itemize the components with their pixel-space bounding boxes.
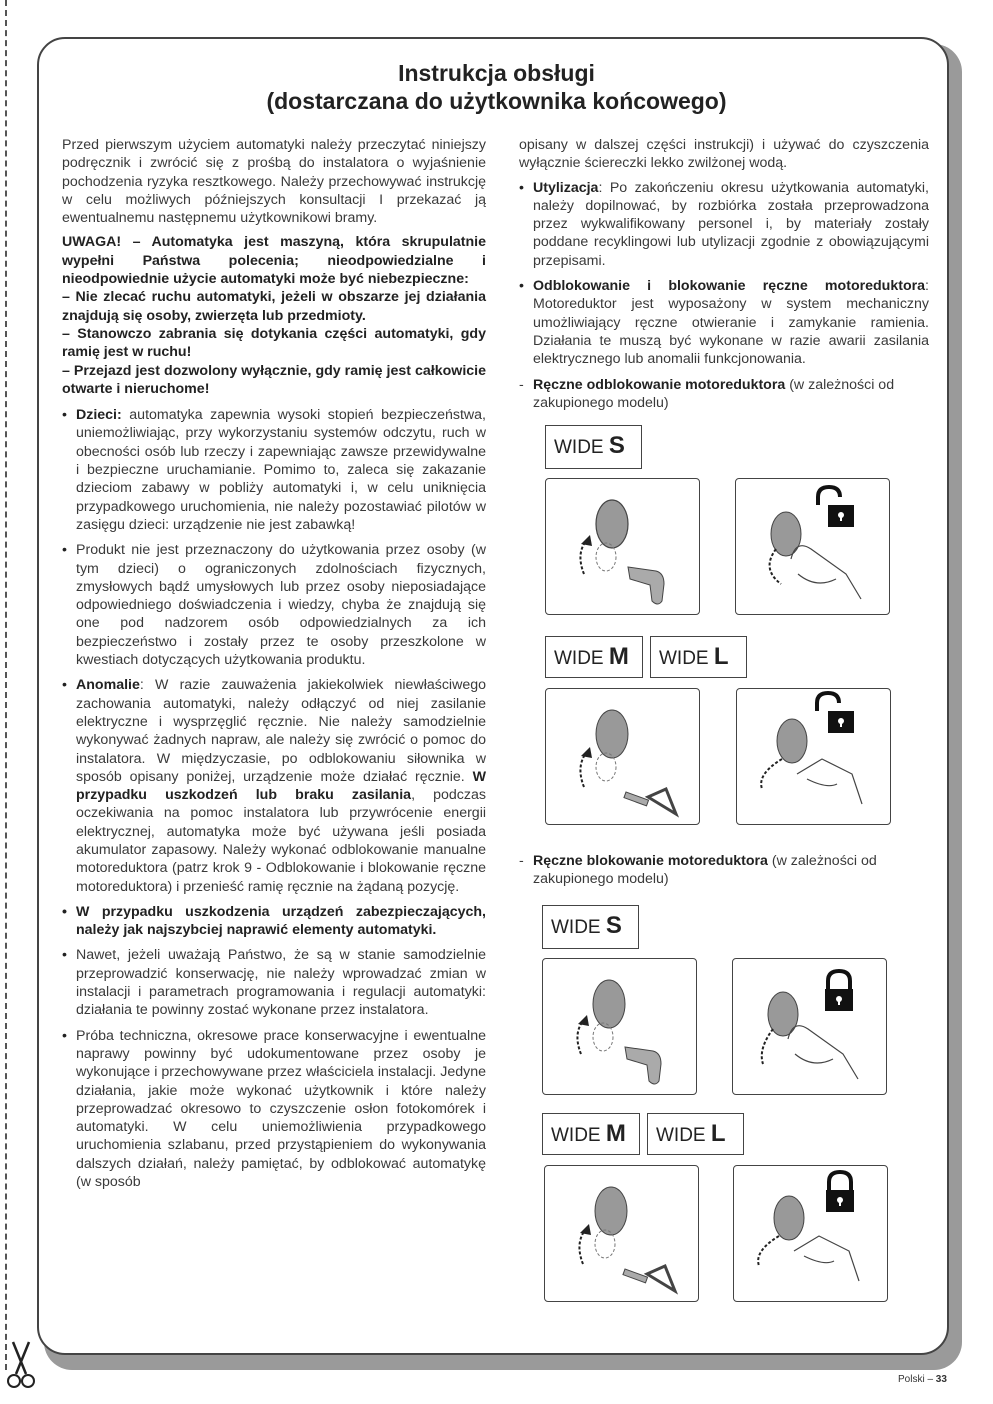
bullet-children (62, 406, 486, 534)
bullet-manual-release (519, 277, 929, 368)
dash-text: (w zależności od zakupionego modelu) (533, 376, 895, 411)
label-wide-text: WIDE (551, 1125, 601, 1146)
figure-hand-triangular-key (733, 1165, 888, 1302)
label-wide-text: WIDE (656, 1125, 706, 1146)
bullet-heading: Odblokowanie i blokowanie ręczne motoreduktora (533, 278, 926, 295)
scissors-icon (4, 1338, 38, 1390)
label-wide-text: WIDE (554, 437, 604, 458)
bullet-heading: Dzieci: (76, 407, 122, 424)
page-number: 33 (935, 1374, 947, 1385)
bullet-text: : Po zakończeniu okresu użytkowania automatyki, należy dopilnować, by rozbiórka została przeprowadzona przez wykwalifikowany personel i, by materiały zostały poddane recyklingowi lub utylizacji zgodnie z obowiązującymi przepisami. (533, 179, 929, 269)
warning-text: – Stanowczo zabrania się dotykania części automatyki, gdy ramię jest w ruchu! (62, 325, 486, 361)
bullet-text: Produkt nie jest przeznaczony do użytkowania przez osoby (w tym dzieci) o ograniczonych zdolnościach fizycznych, zmysłowych bądź umysłowych lub przez osoby nieposiadające odpowiedniego doświadczenia i wiedzy, chyba że znajdują się one pod nadzorem osób odpowiedzialnych za ich bezpieczeństwo i zostały przez te osoby przeszkolone w kwestiach dotyczących użytkowania produktu. (76, 542, 486, 669)
warning-block (62, 233, 486, 398)
bullet-bold-text: W przypadku uszkodzeń lub braku zasilania (76, 768, 486, 804)
warning-text: – Nie zlecać ruchu automatyki, jeżeli w obszarze jej działania znajdują się osoby, zwierzęta lub przedmioty. (62, 289, 486, 324)
label-wide-text: WIDE (659, 648, 709, 669)
manual-lock-heading-block (519, 852, 929, 896)
bullet-maintenance (62, 946, 486, 1019)
label-size-letter: M (605, 1120, 626, 1147)
right-column (519, 136, 929, 419)
dash-heading: Ręczne odblokowanie motoreduktora (533, 376, 786, 393)
figure-triangular-key (544, 1165, 699, 1302)
unlocked-padlock-icon (817, 693, 854, 733)
figure-lever-key (542, 958, 697, 1095)
label-size-letter: S (608, 432, 625, 459)
locked-padlock-icon (825, 971, 853, 1011)
bullet-text: automatyka zapewnia wysoki stopień bezpieczeństwa, uniemożliwiając, przy wykorzystaniu systemów odczytu, ruch w obecności osób lub rzeczy i zapewniając zawsze przewidywalne i bezpieczne uruchamianie. Pomimo to, zaleca się zakazanie dzieciom zabawy w pobliży automatyki i, w celu uniknięcia przypadkowego uruchomienia, nie należy pozostawiać pilotów w zasięgu dzieci: urządzenie nie jest zabawką! (76, 407, 486, 533)
dash-heading: Ręczne blokowanie motoreduktora (533, 853, 768, 869)
bullet-text: : W razie zauważenia jakiekolwiek niewłaściwego zachowania automatyki, należy odłączyć od niej zasilanie elektryczne i wysprzęglić ręcznie. Nie należy samodzielnie wykonywać żadnych napraw, ale należy się zwrócić o pomoc do instalatora. W międzyczasie, po odblokowaniu siłownika w sposób opisany poniżej, urządzenie może działać ręcznie. (76, 677, 486, 785)
bullet-heading: Utylizacja (533, 179, 599, 196)
unlocked-padlock-icon (818, 487, 854, 527)
locked-padlock-icon (826, 1172, 854, 1212)
page-subtitle: (dostarczana do użytkownika końcowego) (266, 88, 727, 114)
bullet-disposal (519, 179, 929, 270)
label-size-letter: S (605, 912, 622, 939)
footer-language: Polski – (898, 1374, 936, 1385)
bullet-text: : Motoreduktor jest wyposażony w system mechaniczny umożliwiający ręczne otwieranie i zamykanie ramienia. Działania te muszą być wykonane w razie awarii zasilania elektrycznego lub anomalii funkcjonowania. (533, 278, 929, 368)
label-size-letter: L (710, 1120, 726, 1147)
label-wide-s (542, 905, 639, 949)
label-wide-m (545, 636, 643, 678)
bullet-anomalies (62, 676, 486, 896)
label-size-letter: L (713, 643, 729, 670)
figure-lever-key (545, 478, 700, 615)
label-wide-s (545, 425, 642, 469)
label-wide-m (542, 1113, 640, 1155)
figure-hand-turn-key (735, 478, 890, 615)
figure-hand-triangular-key (736, 688, 891, 825)
bullet-technical-test (62, 1027, 486, 1192)
bullet-text: , podczas oczekiwania na pomoc instalatora lub przywrócenie energii elektrycznej, automatyka może być używana jeśli posiada akumulator zapasowy. Należy wykonać odblokowanie manualne motoreduktora (patrz krok 9 - Odblokowanie i blokowanie ręczne motoreduktora) i przenieść ramię ręcznie na żądaną pozycję. (76, 787, 486, 895)
bullet-text: Próba techniczna, okresowe prace konserwacyjne i ewentualne naprawy powinny być udokumentowane przez osoby je wykonujące i przechowywane przez właściciela instalacji. Jedyne działania, jakie może wykonać użytkownik i które należy przeprowadzać okresowo to czyszczenie osłon fotokomórek i automatyki. W celu uniemożliwienia przypadkowego uruchomienia szlabanu, przed przystąpieniem do wykonywania dalszych działań, należy pamiętać, by odblokować automatykę (w sposób (76, 1027, 486, 1191)
label-size-letter: M (608, 643, 629, 670)
bullet-product-use (62, 541, 486, 669)
manual-unlock-heading (519, 376, 929, 413)
label-wide-l (647, 1113, 744, 1155)
manual-lock-heading (519, 852, 929, 889)
intro-paragraph: Przed pierwszym użyciem automatyki należy przeczytać niniejszy podręcznik i zwrócić się z prośbą do instalatora o wyjaśnienie pochodzenia ryzyka resztkowego. Należy przechowywać instrukcję w celu możliwych późniejszych konsultacji I przekazać ją ewentualnemu następnemu użytkownikowi bramy. (62, 137, 486, 227)
label-wide-text: WIDE (551, 917, 601, 938)
bullet-safety-devices (62, 903, 486, 940)
page-title: Instrukcja obsługi (398, 60, 595, 86)
left-column (62, 136, 486, 1198)
continuation-text: opisany w dalszej części instrukcji) i używać do czyszczenia wyłącznie ściereczki lekko zwilżonej wodą. (519, 137, 929, 172)
figure-triangular-key (545, 688, 700, 825)
figure-hand-turn-key (732, 958, 887, 1095)
dash-text: (w zależności od zakupionego modelu) (533, 853, 877, 888)
warning-text: UWAGA! – Automatyka jest maszyną, która skrupulatnie wypełni Państwa polecenia; nieodpowiedzialne i nieodpowiednie użycie automatyki może być niebezpieczne: (62, 234, 486, 288)
label-wide-text: WIDE (554, 648, 604, 669)
page-footer (898, 1374, 947, 1385)
warning-text: – Przejazd jest dozwolony wyłącznie, gdy ramię jest całkowicie otwarte i nieruchome! (62, 362, 486, 397)
bullet-text: W przypadku uszkodzenia urządzeń zabezpieczających, należy jak najszybciej naprawić elementy automatyki. (76, 903, 486, 939)
bullet-text: Nawet, jeżeli uważają Państwo, że są w stanie samodzielnie przeprowadzić konserwację, nie należy wprowadzać zmian w instalacji i parametrach programowania i regulacji automatyki: działania te powinny zostać wykonane przez instalatora. (76, 947, 486, 1019)
bullet-heading: Anomalie (76, 677, 140, 694)
cut-line (5, 0, 7, 1370)
label-wide-l (650, 636, 747, 678)
